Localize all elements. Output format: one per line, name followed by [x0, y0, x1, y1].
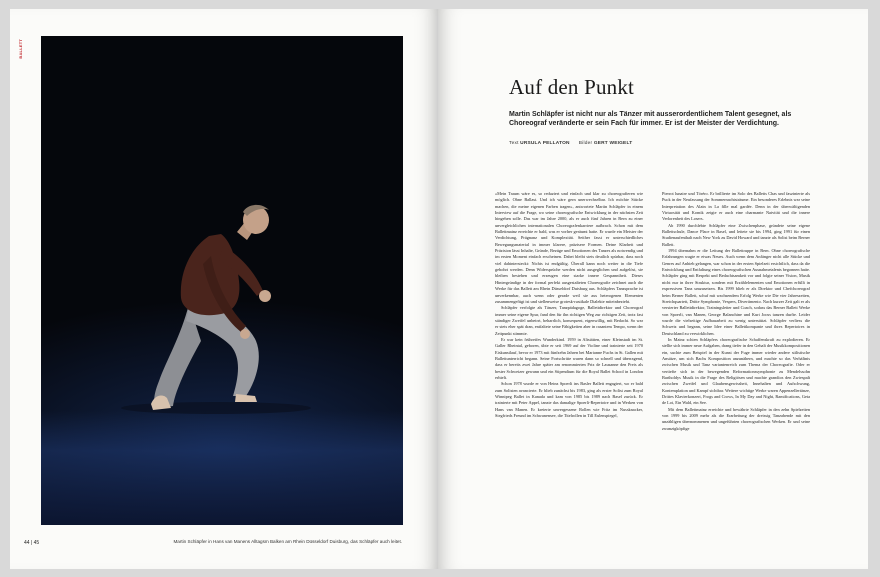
section-tag: BALLETT	[18, 39, 23, 59]
body-paragraph: Pierrot lunaire und Töréro. Er brillierte im Solo des Balletts Chas und faszinierte als Puck in der Neufassung der Sommernachtsträume. Ein besonderes Erlebnis war seine Interpretation des Alain in La fille mal gardée. Denn in der überwältigenden Virtuosität und Komik zeigte er auch eine charmante Naivität und die innere Verlorenheit des Losers.	[662, 191, 810, 222]
credit-image-author: GERT WEIGELT	[593, 141, 633, 146]
dancer-photo	[41, 36, 403, 525]
article-credits	[509, 141, 632, 146]
photo-caption: Martin Schläpfer in Hans van Manens Alltagsm Balken am Rhein Düsseldorf Duisburg, das Schläpfer auch leitet.	[173, 539, 402, 544]
credit-text-label: Text	[509, 141, 519, 146]
body-paragraph: 1994 übernahm er die Leitung der Ballettruppe in Bern. Ohne choreografische Erfahrungen wagte er etwas Neues. Auch wenn dem Anfänger nicht alle Stücke und Genres auf Anhieb gelangen, war schon in der ersten Spielzeit ersichtlich, dass da die Entwicklung und Entfaltung eines choreografischen Ausnahmetalents begonnen hatte. Schläpfer ging mit Respekt und Bedachtsamkeit vor und folgte seiner Vision, Musik nicht nur in ihrer Struktur, sondern mit Erzählelementen und Emotionen erfüllt in expressiven Tanz umzusetzen. Bis 1999 blieb er als Direktor und Chefchoreograf beim Berner Ballett, schuf mit wachsendem Erfolg Werke wie Die vier Jahreszeiten, Streichquartett, Dritte Symphonie, Vespers, Divertimento. Nach kurzer Zeit galt er als versierter Ballettdirektor, Trainingsleiter und Coach, sodass das Berner Ballett Werke von Spoerli, van Manen, George Balanchine und Kurt Jooss tanzen durfte. Leider wurde die vielseitige Aufbauarbeit zu wenig unterstützt. Schläpfer verliess die Schweiz und begann, seine Idee einer Ballettkompanie und ihres Repertoires in Deutschland zu verwirklichen.	[662, 248, 810, 336]
body-column-2	[662, 191, 810, 432]
body-paragraph: Er war kein frühreifes Wunderkind. 1959 in Altstätten, einer Kleinstadt im St. Galler Rheintal, geboren, übte er seit 1969 auf der Violine und trainierte seit 1970 Eiskunstlauf, bevor er 1973 mit fünfzehn Jahren bei Marianne Fuchs in St. Gallen mit Ballettunterricht begann. Seine Fortschritte waren dann so schnell und überragend, dass er bereits zwei Jahre später am renommierten Prix de Lausanne den Preis als bester Schweizer gewann und ein Stipendium für die Royal Ballet School in London erhielt.	[495, 336, 643, 380]
right-page	[438, 9, 868, 569]
body-column-1	[495, 191, 643, 419]
credit-image-label: Bilder	[578, 141, 593, 146]
body-paragraph: Schon 1978 wurde er von Heinz Spoerli ins Basler Ballett engagiert, wo er bald zum Solisten avancierte. Er blieb zunächst bis 1983, ging als erster Solist zum Royal Winnipeg Ballet in Kanada und kam von 1985 bis 1989 nach Basel zurück. Er trainierte mit Peter Appel, tanzte das damalige Spoerli-Repertoire und in Werken von Hans van Manen. Er kreierte unvergessene Rollen wie Fritz im Nussknacker, Siegfrieds Freund im Schwanensee, die Titelrollen in Till Eulenspiegel,	[495, 381, 643, 419]
body-paragraph: Schläpfer verfolgte als Tänzer, Tanzpädagoge, Ballettdirektor und Choreograf immer seine eigene Spur, fand den für ihn richtigen Weg zur richtigen Zeit, trotz fast ständiger Zweifel unbeirrt, beharrlich, konsequent, eigenwillig, mit Bedacht. So war er stets eher spät dran, entfaltete seine Fähigkeiten aber in rasantem Tempo, wenn der Zeitpunkt stimmte.	[495, 305, 643, 336]
article-lead: Martin Schläpfer ist nicht nur als Tänzer mit ausserordentlichem Talent gesegnet, als Choreograf veränderte er sein Fach für immer. Er ist der Meister der Verdichtung.	[509, 111, 792, 128]
body-paragraph: Mit dem Ballettmainz erreichte und bewährte Schläpfer in den zehn Spielzeiten von 1999 bis 2009 mehr als die Erarbeitung der dreissig Tanzabende mit den unzähligen übernommenen und ungeführten choreografischen Werken. Er und seine zwanzigköpfige	[662, 406, 810, 431]
credit-text-author: URSULA PELLATON	[520, 141, 570, 146]
left-page	[10, 9, 438, 569]
body-paragraph: «Mein Traum wäre es, so reduziert und einfach und klar zu choreografieren wie möglich. Ohne Ballast. Und ich wäre gern unerwechselbar. Ich möchte Stücke machen, die meine eigenen Farben tragen», antwortete Martin Schläpfer in einem Interview auf die Frage, wo seine choreografische Entwicklung in der nächsten Zeit hingehen solle. Das war im Jahre 2000, als er auch fünf Jahren in Bern zu einer unvergleichlichen internationalen Choreografenkarriere aufbrach. Schon mit dem Ballettmainz erreichte er bald, was er vorher geräumt hatte. Er wurde ein Meister der Verdichtung, Prägnanz und Komplexität. Seither fasst er unterschiedliches Bewegungsmaterial in immer klarere, präzisere Formen. Deine Klarheit und Präzision lässt Inhalte, Gründe, Bezüge und Emotionen des Tanzes als notwendig und im ersten Moment einfach erscheinen. Dabei bleibt stets deutlich spürbar, dass noch viel dahintersteckt: Nichts ist endgültig. Überall kann noch weiter in die Tiefe gebohrt werden. Denn Widersprüche werden nicht ausgeglichen und aufgelöst, sie bleiben bestehen und erzeugen eine starke innere Gespanntheit. Dieses Hintergründige in der formal perfekt ausgestalteten Choreografie zeichnet auch die Werke für das Ballett am Rhein Düsseldorf Duisburg aus. Schläpfers Tanzsprache ist unverkennbar, auch wenn oder gerade weil sie aus heterogenen Elementen zusammengefügt ist und stellenweise grotesk-rustikale Dialekte miteinbezieht.	[495, 191, 643, 304]
body-paragraph: In Mainz schien Schläpfers choreografische Schaffenskraft zu explodieren. Er stellte sich immer neue Aufgaben, drang tiefer in den Gehalt der Musikkompositionen ein, suchte zum Beispiel in der Kunst der Fuge immer wieder andere stilistische Ansätze, um sich Bachs Komposition anzunähern, und machte so das Verhältnis zwischen Musik und Tanz variantenreich zum Thema der Choreografie. Oder er vertiefte sich in der bewegenden Reformationssymphonie zu Mendelssohn Bartholdys Musik in die Frage des Religiösen und machte grandios den Zwiespalt zwischen Zweifel und Glaubensgewissheit, Innehalten und Aufschwung, Kontemplation und Kampf sichtbar. Weitere wichtige Werke waren Appenzellertänze, Drittes Klavierkonzert, Frogs and Crows, In My Day and Night, Ramifications, Geta de Loi, Ein Wald, ein See.	[662, 336, 810, 406]
page-folio: 44 | 45	[24, 540, 40, 546]
body-paragraph: Ab 1990 durchlebte Schläpfer eine Zwischenphase, gründete seine eigene Ballettschule, Dance Place in Basel, und leitete sie bis 1994, ging 1991 für einen Studienaufenthalt nach New York zu David Howard und tanzte als Solist beim Berner Ballett.	[662, 222, 810, 247]
dancer-figure	[41, 36, 403, 525]
article-title: Auf den Punkt	[509, 75, 635, 99]
